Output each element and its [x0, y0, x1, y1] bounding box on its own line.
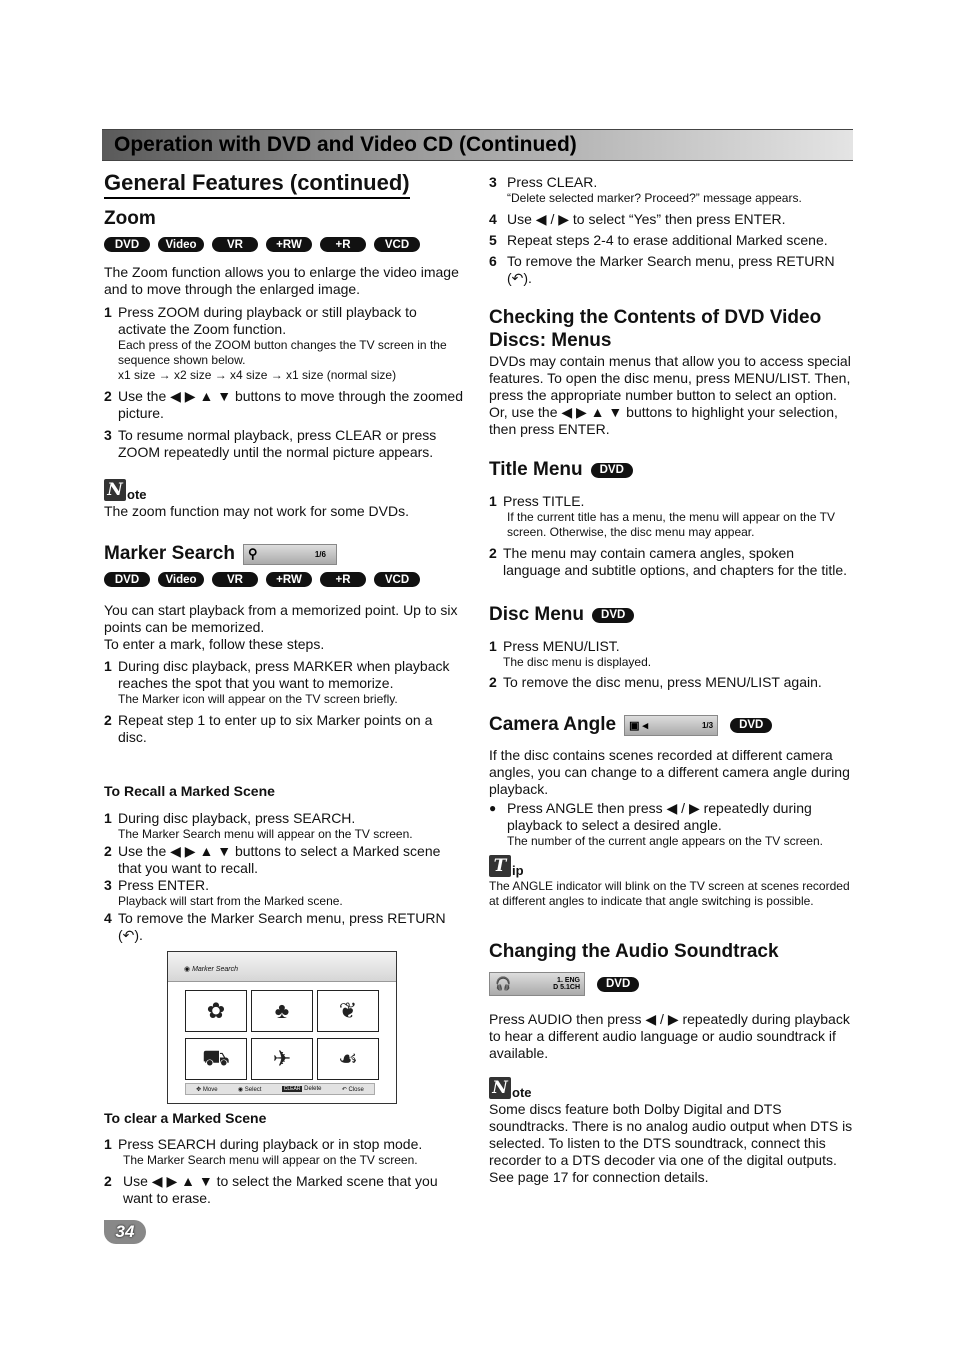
- car-thumbnail: ⛟: [185, 1038, 247, 1080]
- camera-body: If the disc contains scenes recorded at different camera angles, you can change to a different camera angle during playback.: [489, 747, 850, 797]
- recall-step-4: To remove the Marker Search menu, press RETURN (↶).: [118, 910, 446, 943]
- zoom-heading: Zoom: [104, 208, 156, 229]
- recall-heading: To Recall a Marked Scene: [104, 783, 275, 799]
- clear-step-4: Use ◀ / ▶ to select “Yes” then press ENTER.: [507, 211, 786, 227]
- zoom-step-1-sub: Each press of the ZOOM button changes the TV screen in the sequence shown below.: [118, 338, 447, 367]
- delete-hint: CLEAR Delete: [283, 1086, 322, 1092]
- zoom-badges: [104, 237, 464, 252]
- page-number: 34: [104, 1220, 146, 1244]
- disc-step-1-sub: The disc menu is displayed.: [503, 655, 652, 669]
- audio-heading: Changing the Audio Soundtrack: [489, 941, 779, 962]
- arrows-icon: ✥: [196, 1086, 202, 1093]
- badge-plus-r: +R: [320, 572, 366, 587]
- disc-step-1: Press MENU/LIST.: [503, 638, 620, 654]
- disc-menu-heading: Disc Menu DVD: [489, 604, 853, 626]
- badge-dvd: DVD: [597, 977, 639, 992]
- badge-dvd: DVD: [104, 237, 150, 252]
- marker-badges: [104, 572, 464, 587]
- recall-step-3: Press ENTER.: [118, 877, 210, 893]
- thumbnail-grid: [185, 990, 379, 1080]
- section-title: General Features (continued): [104, 170, 410, 199]
- marker-intro-1: You can start playback from a memorized point. Up to six points can be memorized.: [104, 602, 458, 635]
- badge-vcd: VCD: [374, 237, 420, 252]
- badge-dvd: DVD: [730, 718, 772, 733]
- tip-icon: T ip: [489, 855, 524, 877]
- zoom-sequence: x1 size → x2 size → x4 size → x1 size (normal size): [118, 368, 397, 382]
- badge-dvd: DVD: [591, 463, 633, 478]
- badge-video: Video: [158, 237, 204, 252]
- menus-heading: Checking the Contents of DVD Video Discs: Menus: [489, 307, 822, 351]
- select-hint: ◉ Select: [237, 1086, 262, 1093]
- figure-thumbnail: ❦: [317, 990, 379, 1032]
- marker-search-screen: [167, 951, 397, 1104]
- shuttle-thumbnail: ✈: [251, 1038, 313, 1080]
- move-hint: ✥ Move: [196, 1086, 218, 1093]
- camera-bullet: Press ANGLE then press ◀ / ▶ repeatedly during playback to select a desired angle.: [507, 800, 812, 833]
- marker-icon: ◉: [184, 966, 193, 973]
- angle-osd: ▣ ◂ 1/3: [624, 715, 718, 736]
- marker-heading: Marker Search ⚲ 1/6: [104, 543, 464, 565]
- bullet-icon: ●: [489, 801, 497, 815]
- clear-heading: To clear a Marked Scene: [104, 1110, 267, 1126]
- recall-step-1-sub: The Marker Search menu will appear on the TV screen.: [118, 827, 413, 841]
- marker-intro-2: To enter a mark, follow these steps.: [104, 636, 325, 652]
- zoom-step-3: To resume normal playback, press CLEAR or press ZOOM repeatedly until the normal picture appears.: [118, 427, 437, 460]
- badge-plus-r: +R: [320, 237, 366, 252]
- clear-step-1-sub: The Marker Search menu will appear on the TV screen.: [123, 1153, 418, 1167]
- marker-step-1: During disc playback, press MARKER when playback reaches the spot that you want to memorize.: [118, 658, 450, 691]
- marker-icon: ⚲: [247, 546, 258, 561]
- screen-footer: [185, 1083, 375, 1095]
- badge-video: Video: [158, 572, 204, 587]
- zoom-note: The zoom function may not work for some DVDs.: [104, 503, 409, 519]
- badge-vr: VR: [212, 237, 258, 252]
- audio-osd: 🎧 1. ENG D 5.1CH: [489, 972, 585, 996]
- title-step-2: The menu may contain camera angles, spoken language and subtitle options, and chapters for the title.: [503, 545, 848, 578]
- banner-title: Operation with DVD and Video CD (Continued): [114, 133, 577, 156]
- animal-thumbnail: ☙: [317, 1038, 379, 1080]
- marker-step-1-sub: The Marker icon will appear on the TV screen briefly.: [118, 692, 398, 706]
- badge-plus-rw: +RW: [266, 237, 312, 252]
- badge-vcd: VCD: [374, 572, 420, 587]
- audio-body: Press AUDIO then press ◀ / ▶ repeatedly during playback to hear a different audio language or audio soundtrack if available.: [489, 1011, 850, 1061]
- close-hint: ↶ Close: [341, 1086, 364, 1093]
- title-step-1: Press TITLE.: [503, 493, 585, 509]
- note-icon: N ote: [489, 1077, 532, 1099]
- note-icon: N ote: [104, 479, 147, 501]
- badge-dvd: DVD: [104, 572, 150, 587]
- clear-step-5: Repeat steps 2-4 to erase additional Marked scene.: [507, 232, 828, 248]
- section-banner: [102, 129, 853, 161]
- zoom-intro: The Zoom function allows you to enlarge the video image and to move through the enlarged image.: [104, 264, 459, 297]
- disc-step-2: To remove the disc menu, press MENU/LIST again.: [503, 674, 822, 690]
- clear-step-1: Press SEARCH during playback or in stop mode.: [118, 1136, 423, 1152]
- badge-dvd: DVD: [592, 608, 634, 623]
- clear-step-6: To remove the Marker Search menu, press RETURN (↶).: [507, 253, 835, 286]
- recall-step-2: Use the ◀ ▶ ▲ ▼ buttons to select a Marked scene that you want to recall.: [118, 843, 441, 876]
- title-menu-heading: Title Menu DVD: [489, 459, 853, 481]
- badge-vr: VR: [212, 572, 258, 587]
- enter-icon: ◉: [237, 1086, 244, 1093]
- title-step-1-sub: If the current title has a menu, the menu will appear on the TV screen. Otherwise, the disc menu may appear.: [507, 510, 835, 539]
- tree-thumbnail: ♣: [251, 990, 313, 1032]
- flower-thumbnail: ✿: [185, 990, 247, 1032]
- camera-heading: Camera Angle ▣ ◂ 1/3 DVD: [489, 714, 853, 736]
- audio-note: Some discs feature both Dolby Digital and DTS soundtracks. There is no analog audio output when DTS is selected. To listen to the DTS soundtrack, connect this recorder to a DTS decoder via one of the digital outputs. See page 17 for connection details.: [489, 1101, 853, 1185]
- camera-icon: ▣ ◂: [629, 719, 649, 732]
- marker-step-2: Repeat step 1 to enter up to six Marker points on a disc.: [118, 712, 433, 745]
- badge-plus-rw: +RW: [266, 572, 312, 587]
- audio-osd-row: [489, 972, 853, 996]
- recall-step-3-sub: Playback will start from the Marked scene.: [118, 894, 343, 908]
- camera-tip: The ANGLE indicator will blink on the TV screen at scenes recorded at different angles to indicate that angle switching is possible.: [489, 879, 850, 908]
- recall-step-1: During disc playback, press SEARCH.: [118, 810, 356, 826]
- clear-step-3-sub: “Delete selected marker? Proceed?” message appears.: [507, 191, 802, 205]
- marker-osd: ⚲ 1/6: [243, 544, 337, 565]
- camera-bullet-sub: The number of the current angle appears on the TV screen.: [507, 834, 823, 848]
- zoom-step-1: Press ZOOM during playback or still playback to activate the Zoom function.: [118, 304, 417, 337]
- clear-step-3: Press CLEAR.: [507, 174, 598, 190]
- headphones-icon: 🎧: [495, 976, 512, 991]
- return-icon: ↶: [341, 1086, 347, 1093]
- menus-body: DVDs may contain menus that allow you to access special features. To open the disc menu, press MENU/LIST. Then, press the appropriate number button to select an option. Or, use the ◀ ▶ ▲ ▼ buttons to highlight your selection, then press ENTER.: [489, 353, 851, 437]
- zoom-step-2: Use the ◀ ▶ ▲ ▼ buttons to move through the zoomed picture.: [118, 388, 463, 421]
- screen-title: ◉ Marker Search: [168, 952, 396, 982]
- clear-step-2: Use ◀ ▶ ▲ ▼ to select the Marked scene that you want to erase.: [123, 1173, 438, 1206]
